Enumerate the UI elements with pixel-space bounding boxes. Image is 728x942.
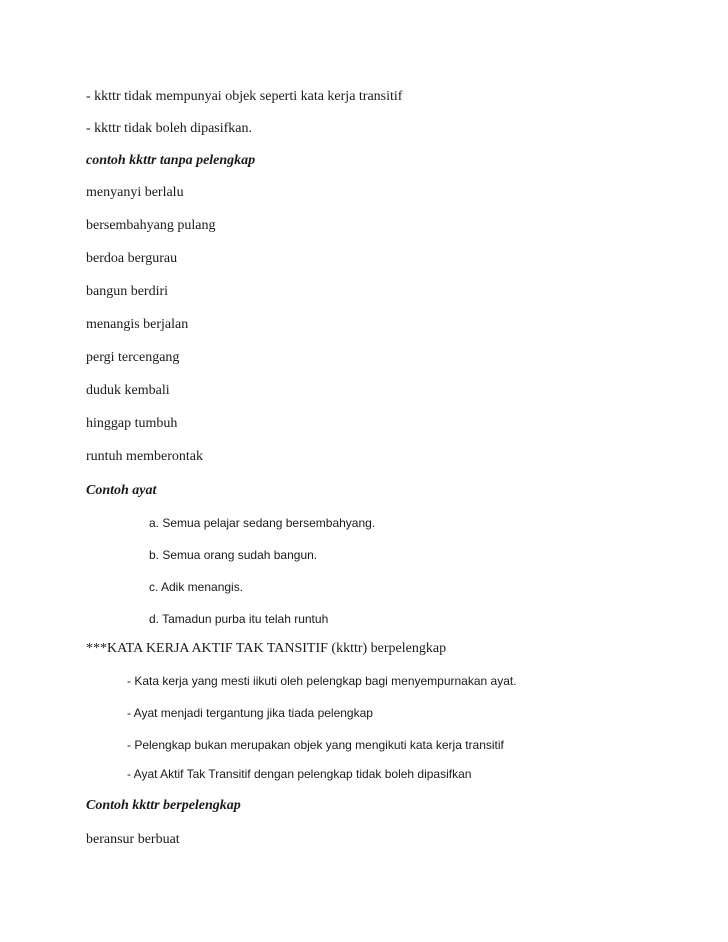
example-sentence: a. Semua pelajar sedang bersembahyang. xyxy=(149,516,376,530)
example-sentence: d. Tamadun purba itu telah runtuh xyxy=(149,612,329,626)
word-pair-item: bangun berdiri xyxy=(86,284,169,299)
rule-item: - Kata kerja yang mesti iikuti oleh pelengkap bagi menyempurnakan ayat. xyxy=(127,674,517,688)
word-pair-item: berdoa bergurau xyxy=(86,251,178,266)
word-pair-item: beransur berbuat xyxy=(86,832,180,847)
word-pair-item: menangis berjalan xyxy=(86,317,189,332)
rule-item: - Pelengkap bukan merupakan objek yang mengikuti kata kerja transitif xyxy=(127,738,504,752)
heading-contoh-berpelengkap: Contoh kkttr berpelengkap xyxy=(86,798,241,813)
rule-item: - Ayat Aktif Tak Transitif dengan pelengkap tidak boleh dipasifkan xyxy=(127,767,472,781)
section-title-berpelengkap: ***KATA KERJA AKTIF TAK TANSITIF (kkttr) berpelengkap xyxy=(86,641,447,656)
word-pair-item: hinggap tumbuh xyxy=(86,416,178,431)
kkttr-note-2: - kkttr tidak boleh dipasifkan. xyxy=(86,121,253,136)
kkttr-note-1: - kkttr tidak mempunyai objek seperti kata kerja transitif xyxy=(86,89,403,104)
heading-contoh-tanpa-pelengkap: contoh kkttr tanpa pelengkap xyxy=(86,153,256,168)
word-pair-item: pergi tercengang xyxy=(86,350,180,365)
word-pair-item: runtuh memberontak xyxy=(86,449,204,464)
example-sentence: c. Adik menangis. xyxy=(149,580,244,594)
word-pair-item: bersembahyang pulang xyxy=(86,218,216,233)
heading-contoh-ayat: Contoh ayat xyxy=(86,483,157,498)
example-sentence: b. Semua orang sudah bangun. xyxy=(149,548,318,562)
rule-item: - Ayat menjadi tergantung jika tiada pelengkap xyxy=(127,706,373,720)
word-pair-item: duduk kembali xyxy=(86,383,170,398)
word-pair-item: menyanyi berlalu xyxy=(86,185,184,200)
